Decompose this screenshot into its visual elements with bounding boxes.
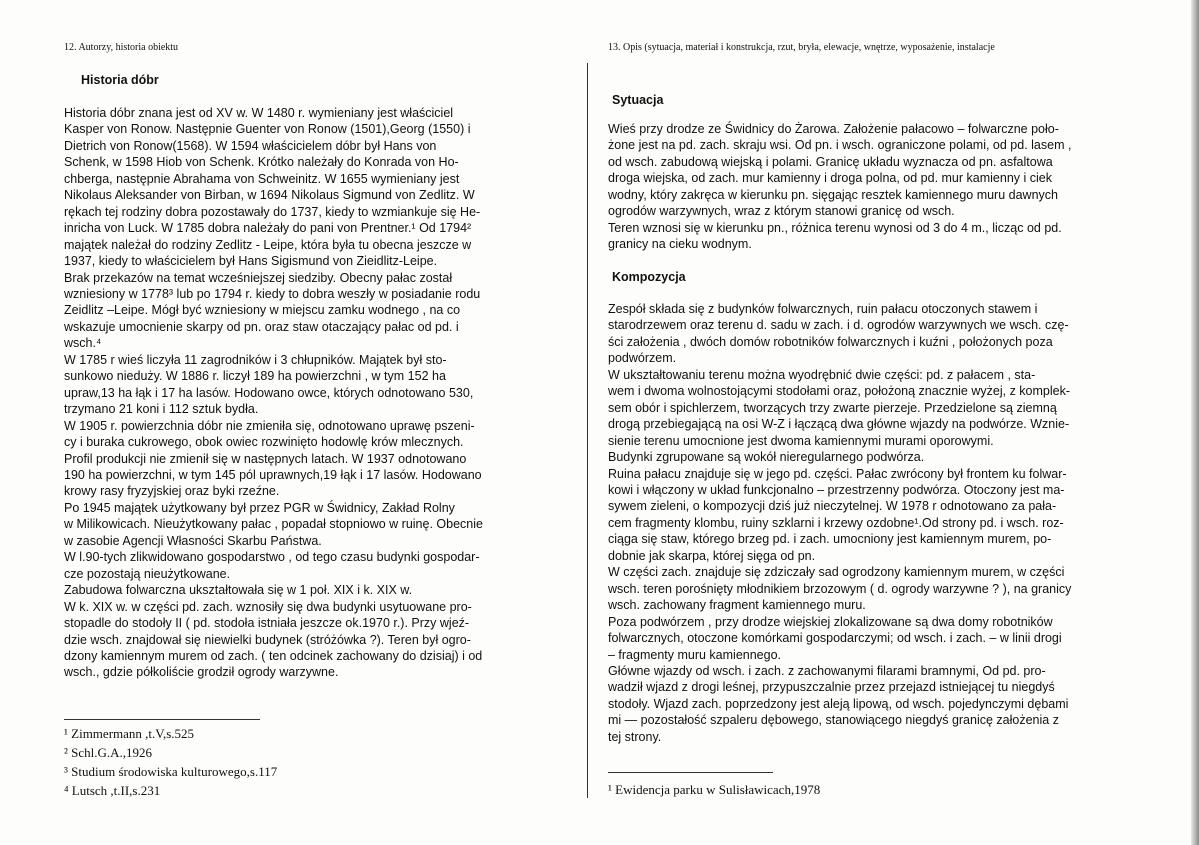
- text-line: Zespół składa się z budynków folwarcznych, ruin pałacu otoczonych stawem i: [608, 302, 1038, 316]
- column-divider: [587, 63, 588, 798]
- text-line: żone jest na pd. zach. skraju wsi. Od pn. i wsch. ograniczone polami, od pd. lasem ,: [608, 138, 1072, 153]
- text-line: dobnie jak skarpa, której sięga od pn.: [608, 548, 816, 563]
- text-line: podwórzem.: [608, 351, 677, 366]
- text-line: Wieś przy drodze ze Świdnicy do Żarowa. Założenie pałacowo – folwarczne poło-: [608, 122, 1059, 136]
- text-line: tej strony.: [608, 729, 662, 744]
- text-line: Zeidlitz –Leipe. Mógł być wzniesiony w miejscu zamku wodnego , na co: [64, 303, 461, 318]
- text-line: W 1905 r. powierzchnia dóbr nie zmieniła się, odnotowano uprawę pszeni-: [64, 418, 475, 433]
- sytuacja-body: [608, 121, 1153, 253]
- left-section-header: 12. Autorzy, historia obiektu: [64, 42, 179, 53]
- text-line: cem fragmenty klombu, ruiny szklarni i krzewy ozdobne¹.Od strony pd. i wsch. roz-: [608, 515, 1064, 530]
- text-line: W l.90-tych zlikwidowano gospodarstwo , od tego czasu budynki gospodar-: [64, 550, 480, 565]
- text-line: sywem zieleni, o kompozycji dziś już nieczytelnej. W 1978 r odnotowano za pała-: [608, 499, 1057, 514]
- text-line: sunkowo nieduży. W 1886 r. liczył 189 ha powierzchni , w tym 152 ha: [64, 369, 446, 384]
- text-line: cze pozostają nieużytkowane.: [64, 566, 231, 581]
- heading-sytuacja: Sytuacja: [612, 93, 664, 107]
- text-line: dzony kamiennym murem od zach. ( ten odcinek zachowany do dzisiaj) i od: [64, 648, 483, 663]
- text-line: rękach tej rodziny dobra pozostawały do 1737, kiedy to wzmiankuje się He-: [64, 204, 481, 219]
- text-line: kowi i włączony w układ funkcjonalno – przestrzenny podwórza. Otoczony jest ma-: [608, 482, 1065, 497]
- text-line: chberga, następnie Abrahama von Schweinitz. W 1655 wymieniany jest: [64, 171, 460, 186]
- heading-historia-dobr: Historia dóbr: [81, 73, 159, 87]
- text-line: krowy rasy fryzyjskiej oraz byki rzeźne.: [64, 484, 280, 499]
- text-line: Po 1945 majątek użytkowany był przez PGR w Świdnicy, Zakład Rolny: [64, 500, 455, 515]
- footnote: ⁴ Lutsch ,t.II,s.231: [64, 783, 161, 798]
- text-line: folwarcznych, otoczone komórkami gospodarczymi; od wsch. i zach. – w linii drogi: [608, 631, 1062, 646]
- text-line: Nikolaus Aleksander von Birban, w 1694 Nikolaus Sigmund von Zedlitz. W: [64, 188, 475, 203]
- text-line: stodoły. Wjazd zach. poprzedzony jest aleją lipową, od wsch. pojedynczymi dębami: [608, 696, 1069, 711]
- text-line: trzymano 21 koni i 112 sztuk bydła.: [64, 402, 259, 417]
- text-line: wem i dwoma wolnostojącymi stodołami oraz, położoną znacznie wyżej, z komplek-: [608, 384, 1070, 399]
- text-line: ści założenia , dwóch domów robotników folwarcznych i kuźni , położonych poza: [608, 334, 1053, 349]
- right-column: [608, 0, 1153, 845]
- text-line: drogą przebiegającą na osi W-Z i łączącą dwa główne wjazdy na podwórze. Wznie-: [608, 417, 1070, 432]
- left-footnotes: [64, 724, 570, 800]
- text-line: wsch. zachowany fragment kamiennego muru.: [608, 598, 866, 613]
- scan-edge-shadow: [1191, 0, 1199, 845]
- footnote: ¹ Ewidencja parku w Sulisławicach,1978: [608, 782, 821, 797]
- text-line: Kasper von Ronow. Następnie Guenter von Ronow (1501),Georg (1550) i: [64, 122, 471, 137]
- right-footnotes: [608, 780, 1153, 799]
- text-line: inricha von Luck. W 1785 dobra należały do pani von Prentner.¹ Od 1794²: [64, 221, 472, 236]
- text-line: W 1785 r wieś liczyła 11 zagrodników i 3 chłupników. Majątek był sto-: [64, 352, 447, 367]
- text-line: ciąga się staw, którego brzeg pd. i zach. umocniony jest kamiennym murem, po-: [608, 532, 1052, 547]
- text-line: 1937, kiedy to właścicielem był Hans Sigismund von Zieidlitz-Leipe.: [64, 254, 438, 269]
- footnote: ¹ Zimmermann ,t.V,s.525: [64, 726, 195, 741]
- footnote: ³ Studium środowiska kulturowego,s.117: [64, 764, 278, 779]
- text-line: wzniesiony w 1778³ lub po 1794 r. kiedy to dobra weszły w posiadanie rodu: [64, 286, 481, 301]
- footnote-rule: [608, 772, 773, 773]
- text-line: Profil produkcji nie zmienił się w następnych latach. W 1937 odnotowano: [64, 451, 467, 466]
- text-line: wskazuje umocnienie skarpy od pn. oraz staw otaczający pałac od pd. i: [64, 319, 459, 334]
- text-line: Teren wznosi się w kierunku pn., różnica terenu wynosi od 3 do 4 m., licząc od pd.: [608, 220, 1062, 235]
- text-line: sienie terenu umocnione jest dwoma kamiennymi murami oporowymi.: [608, 433, 994, 448]
- text-line: droga wiejska, od zach. mur kamienny i droga polna, od pd. mur kamienny i ciek: [608, 171, 1052, 186]
- text-line: w Milikowicach. Nieużytkowany pałac , popadał stopniowo w ruinę. Obecnie: [64, 517, 483, 532]
- text-line: Poza podwórzem , przy drodze wiejskiej zlokalizowane są dwa domy robotników: [608, 614, 1053, 629]
- text-line: starodrzewem oraz terenu d. sadu w zach. i d. ogrodów warzywnych we wsch. czę-: [608, 318, 1069, 333]
- footnote-rule: [64, 719, 260, 720]
- historia-body: [64, 105, 570, 681]
- text-line: upraw,13 ha łąk i 17 ha lasów. Hodowano owce, których odnotowano 530,: [64, 385, 474, 400]
- text-line: wsch., gdzie półkoliście grodził ogrody warzywne.: [64, 665, 339, 680]
- text-line: Historia dóbr znana jest od XV w. W 1480 r. wymieniany jest właściciel: [64, 106, 454, 120]
- text-line: Schenk, w 1598 Hiob von Schenk. Krótko należały do Konrada von Ho-: [64, 155, 459, 170]
- text-line: W k. XIX w. w części pd. zach. wznosiły się dwa budynki usytuowane pro-: [64, 599, 472, 614]
- footnote: ² Schl.G.A.,1926: [64, 745, 153, 760]
- text-line: Zabudowa folwarczna ukształtowała się w 1 poł. XIX i k. XIX w.: [64, 583, 413, 598]
- text-line: stopadle do stodoły II ( pd. stodoła istniała jeszcze ok.1970 r.). Przy wjeź-: [64, 616, 470, 631]
- text-line: Budynki zgrupowane są wokół nieregularnego podwórza.: [608, 450, 925, 465]
- text-line: ogrodów warzywnych, wraz z którym stanowi granicę od wsch.: [608, 204, 955, 219]
- text-line: Ruina pałacu znajduje się w jego pd. części. Pałac zwrócony był frontem ku folwar-: [608, 466, 1067, 481]
- text-line: wsch.⁴: [64, 336, 102, 351]
- text-line: W części zach. znajduje się zdziczały sad ogrodzony kamiennym murem, w części: [608, 565, 1065, 580]
- left-column: [64, 0, 570, 845]
- text-line: od wsch. zabudową wiejską i polami. Granicę układu wyznacza od pn. asfaltowa: [608, 154, 1053, 169]
- text-line: dzie wsch. znajdował się niewielki budynek (stróżówka ?). Teren był ogro-: [64, 632, 471, 647]
- text-line: W ukształtowaniu terenu można wyodrębnić dwie części: pd. z pałacem , sta-: [608, 367, 1036, 382]
- text-line: wsch. teren porośnięty młodnikiem brzozowym ( d. ogrody warzywne ? ), na granicy: [608, 581, 1072, 596]
- text-line: wodny, który zakręca w kierunku pn. sięgając resztek kamiennego muru dawnych: [608, 187, 1058, 202]
- text-line: cy i buraka cukrowego, obok owiec rozwinięto hodowlę krów mlecznych.: [64, 435, 464, 450]
- text-line: Dietrich von Ronow(1568). W 1594 właścicielem dóbr był Hans von: [64, 138, 437, 153]
- text-line: granicy na cieku wodnym.: [608, 237, 752, 252]
- text-line: – fragmenty muru kamiennego.: [608, 647, 782, 662]
- kompozycja-body: [608, 301, 1153, 745]
- text-line: w zasobie Agencji Własności Skarbu Państwa.: [64, 533, 322, 548]
- heading-kompozycja: Kompozycja: [612, 270, 686, 284]
- text-line: sem obór i spichlerzem, tworzących trzy zwarte pierzeje. Przedzielone są ziemną: [608, 400, 1057, 415]
- right-section-header: 13. Opis (sytuacja, materiał i konstrukcja, rzut, bryła, elewacje, wnętrze, wyposażenie, instalacje: [608, 42, 995, 53]
- text-line: wadził wjazd z drogi leśnej, przypuszczalnie przez przejazd istniejącej tu niegdyś: [608, 680, 1055, 695]
- text-line: Główne wjazdy od wsch. i zach. z zachowanymi filarami bramnymi, Od pd. pro-: [608, 663, 1046, 678]
- text-line: Brak przekazów na temat wcześniejszej siedziby. Obecny pałac został: [64, 270, 453, 285]
- text-line: mi — pozostałość szpaleru dębowego, stanowiącego niegdyś granicę założenia z: [608, 713, 1059, 728]
- text-line: 190 ha powierzchni, w tym 145 pól uprawnych,19 łąk i 17 lasów. Hodowano: [64, 467, 482, 482]
- text-line: majątek należał do rodziny Zedlitz - Leipe, która była tu obecna jeszcze w: [64, 237, 472, 252]
